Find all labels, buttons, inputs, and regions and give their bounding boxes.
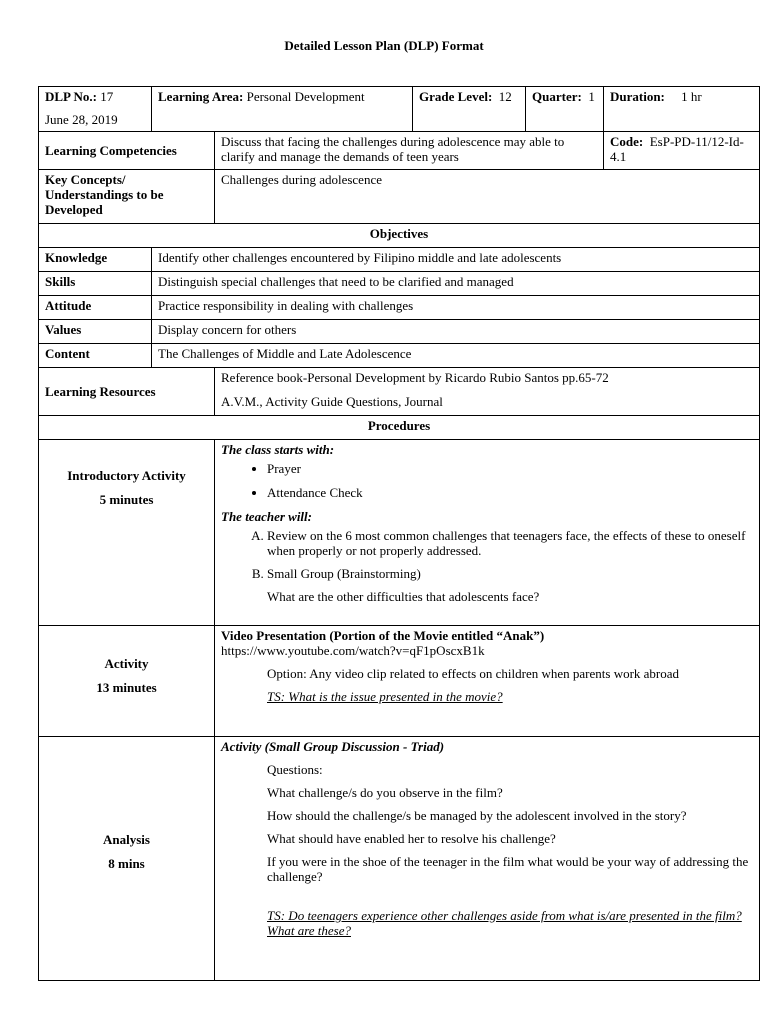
activity-time: 13 minutes [96,680,157,695]
dlp-no-value: 17 [100,89,114,104]
analysis-question: What challenge/s do you observe in the film? [267,785,503,800]
objective-label: Values [39,320,152,344]
objective-text: Practice responsibility in dealing with challenges [152,296,760,320]
objective-row [39,248,760,272]
procedures-heading: Procedures [39,416,760,440]
analysis-question: How should the challenge/s be managed by the adolescent involved in the story? [267,808,687,823]
header-row [39,87,760,132]
document-title: Detailed Lesson Plan (DLP) Format [284,38,484,53]
learning-area-value: Personal Development [246,89,365,104]
activity-label: Activity [104,656,149,671]
objective-row [39,296,760,320]
resources-cell [215,368,760,416]
teacher-steps-list [221,528,753,581]
list-item: B. Small Group (Brainstorming) [267,566,753,581]
list-item: A. Review on the 6 most common challenges that teenagers face, the effects of these to oneself when properly or not properly addressed. [267,528,753,558]
objectives-heading: Objectives [39,224,760,248]
duration-value: 1 hr [681,89,702,104]
intro-time: 5 minutes [99,492,154,507]
video-option: Option: Any video clip related to effects on children when parents work abroad [267,666,680,681]
quarter-label: Quarter: [532,89,582,104]
resources-label: Learning Resources [39,368,215,416]
code-cell [604,132,760,170]
objective-row [39,320,760,344]
intro-activity-row [39,440,760,626]
analysis-question: What should have enabled her to resolve his challenge? [267,831,556,846]
grade-level-cell [413,87,526,132]
analysis-row [39,737,760,981]
objective-text: Identify other challenges encountered by Filipino middle and late adolescents [152,248,760,272]
lesson-plan-table [38,86,760,981]
brainstorm-question: What are the other difficulties that adolescents face? [267,589,540,604]
analysis-label: Analysis [103,832,150,847]
quarter-value: 1 [588,89,595,104]
class-starts-heading: The class starts with: [221,442,335,457]
competencies-row [39,132,760,170]
intro-label-cell [39,440,215,626]
dlp-no-cell [39,87,152,132]
procedures-heading-row [39,416,760,440]
resources-line: Reference book-Personal Development by Ricardo Rubio Santos pp.65-72 [221,370,609,385]
list-item: • Prayer [267,461,753,476]
competencies-text: Discuss that facing the challenges during adolescence may able to clarify and manage the demands of teen years [215,132,604,170]
grade-level-label: Grade Level: [419,89,493,104]
objective-row [39,344,760,368]
key-concepts-label: Key Concepts/ Understandings to be Developed [39,170,215,224]
objective-text: The Challenges of Middle and Late Adolescence [152,344,760,368]
learning-area-cell [152,87,413,132]
objective-label: Knowledge [39,248,152,272]
activity-content-cell [215,626,760,737]
code-label: Code: [610,134,644,149]
dlp-no-label: DLP No.: [45,89,97,104]
objective-label: Content [39,344,152,368]
analysis-content-cell [215,737,760,981]
key-concepts-row [39,170,760,224]
triad-heading: Activity (Small Group Discussion - Triad) [221,739,445,754]
teaching-strategy-note: TS: Do teenagers experience other challenges aside from what is/are presented in the film? What are these? [267,908,742,938]
competencies-label: Learning Competencies [39,132,215,170]
lesson-date: June 28, 2019 [45,112,118,127]
questions-label: Questions: [267,762,323,777]
teaching-strategy-note: TS: What is the issue presented in the movie? [267,689,503,704]
teacher-will-heading: The teacher will: [221,509,312,524]
list-item: • Attendance Check [267,485,753,500]
key-concepts-text: Challenges during adolescence [215,170,760,224]
opening-list [221,461,753,500]
objective-text: Display concern for others [152,320,760,344]
code-value: EsP-PD-11/12-Id-4.1 [610,134,744,164]
quarter-cell [526,87,604,132]
duration-cell [604,87,760,132]
grade-level-value: 12 [498,89,512,104]
analysis-label-cell [39,737,215,981]
video-heading: Video Presentation (Portion of the Movie entitled “Anak”) [221,628,545,643]
analysis-time: 8 mins [108,856,145,871]
intro-label: Introductory Activity [67,468,186,483]
activity-row [39,626,760,737]
resources-row [39,368,760,416]
objective-label: Attitude [39,296,152,320]
duration-label: Duration: [610,89,665,104]
analysis-question: If you were in the shoe of the teenager in the film what would be your way of addressing the challenge? [267,854,749,884]
objective-text: Distinguish special challenges that need to be clarified and managed [152,272,760,296]
objectives-heading-row [39,224,760,248]
learning-area-label: Learning Area: [158,89,244,104]
resources-line: A.V.M., Activity Guide Questions, Journal [221,394,443,409]
activity-label-cell [39,626,215,737]
intro-content-cell [215,440,760,626]
objective-row [39,272,760,296]
video-url: https://www.youtube.com/watch?v=qF1pOscxB1k [221,643,485,658]
objective-label: Skills [39,272,152,296]
